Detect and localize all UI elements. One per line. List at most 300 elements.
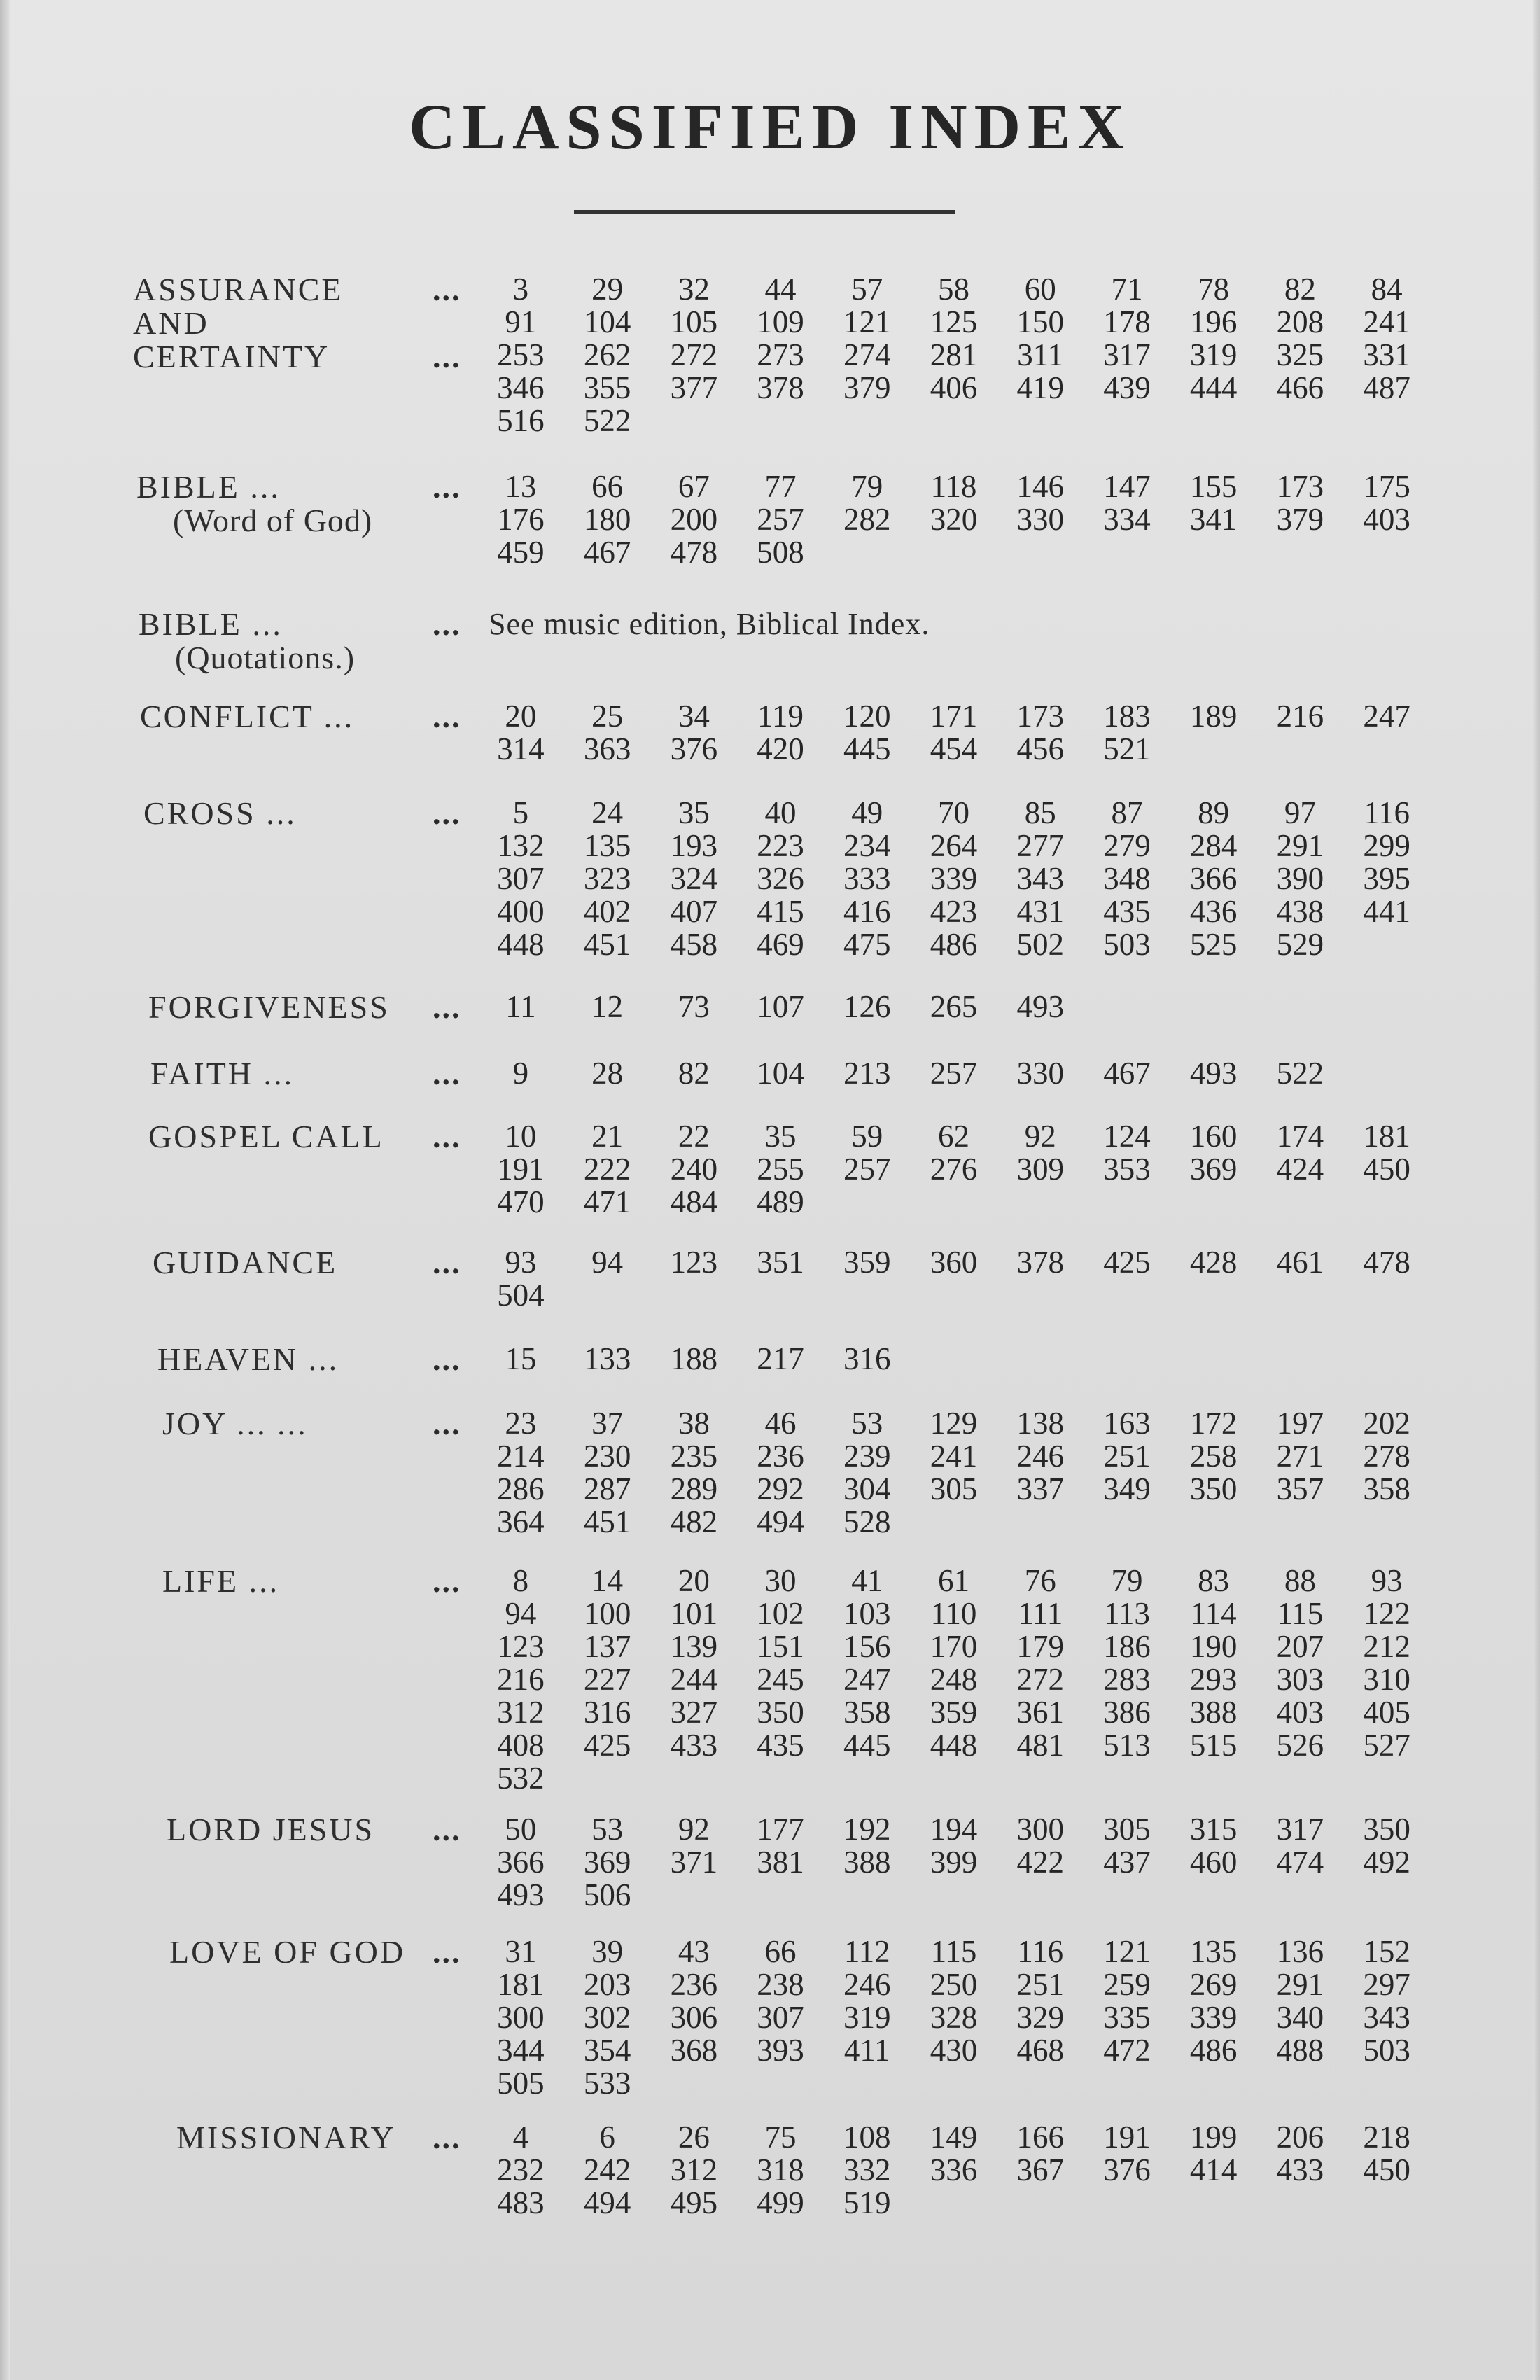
hymn-number: 495 [670,2185,718,2220]
heading-line: CERTAINTY [133,339,330,374]
hymn-number: 350 [757,1695,804,1730]
hymn-number: 470 [497,1184,545,1219]
hymn-number: 88 [1284,1563,1316,1598]
hymn-number: 376 [1103,2152,1151,2188]
heading-line: LORD JESUS [167,1812,375,1847]
hymn-number: 83 [1198,1563,1230,1598]
hymn-number: 133 [583,1341,631,1376]
hymn-number: 291 [1276,1967,1324,2002]
hymn-number: 79 [851,469,883,504]
hymn-number: 13 [505,469,537,504]
heading-line: BIBLE ... [139,606,283,642]
hymn-number: 151 [757,1629,804,1664]
hymn-number: 79 [1111,1563,1143,1598]
hymn-number: 456 [1016,732,1064,766]
hymn-number: 312 [497,1695,545,1730]
hymn-number: 328 [930,2000,978,2035]
heading-line: FORGIVENESS [148,989,390,1025]
hymn-number: 343 [1016,861,1064,896]
hymn-number: 454 [930,732,978,766]
hymn-number: 433 [1276,2152,1324,2188]
hymn-number: 241 [1363,304,1410,340]
hymn-number-grid [477,1813,1430,1912]
hymn-number: 122 [1363,1596,1410,1631]
hymn-number: 411 [844,2033,890,2068]
hymn-number: 341 [1189,502,1238,537]
hymn-number: 85 [1024,795,1056,830]
entry-heading [140,700,354,734]
hymn-number: 334 [1103,502,1151,537]
hymn-number: 533 [583,2066,631,2101]
hymn-number: 302 [583,2000,631,2035]
entry-heading [148,990,390,1024]
hymn-number: 170 [930,1629,978,1664]
hymn-number: 435 [1103,894,1151,929]
hymn-number: 494 [757,1504,804,1539]
hymn-number: 278 [1363,1438,1410,1474]
hymn-number: 126 [844,989,891,1024]
hymn-number: 467 [583,535,631,570]
hymn-number: 437 [1103,1844,1151,1879]
leader-dots: ... [433,1119,461,1154]
hymn-number: 30 [764,1563,797,1598]
hymn-number: 66 [764,1934,797,1969]
hymn-number: 314 [497,732,545,766]
leader-dots: ... [433,272,461,307]
hymn-number: 306 [670,2000,718,2035]
leader-dots: ... [433,1245,461,1280]
hymn-number: 181 [1363,1119,1410,1154]
hymn-number: 521 [1103,732,1151,766]
hymn-number: 120 [844,699,891,734]
hymn-number: 282 [844,502,891,537]
hymn-number: 32 [678,272,710,307]
hymn-number: 488 [1276,2033,1324,2068]
hymn-number: 522 [583,403,631,438]
hymn-number: 487 [1363,370,1410,405]
hymn-number: 355 [583,370,631,405]
hymn-number: 61 [937,1563,969,1598]
hymn-number: 316 [844,1341,891,1376]
hymn-number: 138 [1016,1406,1064,1441]
hymn-number: 166 [1016,2120,1064,2155]
hymn-number: 176 [497,502,545,537]
hymn-number: 247 [1363,699,1410,734]
hymn-number: 156 [844,1629,891,1664]
hymn-number: 358 [844,1695,891,1730]
hymn-number: 359 [930,1695,978,1730]
hymn-number: 484 [670,1184,718,1219]
hymn-number: 283 [1103,1662,1151,1697]
hymn-number: 451 [583,927,631,962]
hymn-number: 489 [757,1184,804,1219]
hymn-number: 75 [764,2120,797,2155]
hymn-number: 289 [670,1471,718,1506]
hymn-number: 304 [844,1471,891,1506]
hymn-number: 475 [844,927,891,962]
hymn-number-grid [477,470,1430,569]
title-rule [574,210,955,214]
heading-line: (Word of God) [173,503,373,538]
hymn-number: 93 [1371,1563,1403,1598]
hymn-number: 526 [1276,1728,1324,1763]
hymn-number-grid [477,1564,1430,1795]
leader-dots: ... [433,339,461,374]
heading-line: JOY ... ... [162,1406,308,1441]
hymn-number: 202 [1363,1406,1410,1441]
hymn-number: 472 [1103,2033,1151,2068]
hymn-number: 441 [1363,894,1410,929]
hymn-number: 331 [1363,337,1410,372]
hymn-number: 264 [930,828,978,863]
hymn-number: 103 [844,1596,891,1631]
hymn-number: 503 [1363,2033,1410,2068]
hymn-number: 10 [505,1119,537,1154]
hymn-number: 177 [757,1812,804,1847]
hymn-number: 388 [844,1844,891,1879]
heading-line: MISSIONARY [176,2120,396,2155]
hymn-number: 315 [1189,1812,1238,1847]
hymn-number: 35 [678,795,710,830]
hymn-number: 121 [1103,1934,1151,1969]
hymn-number: 312 [670,2152,718,2188]
hymn-number: 207 [1276,1629,1324,1664]
hymn-number: 152 [1363,1934,1410,1969]
hymn-number: 94 [592,1245,624,1280]
entry-heading [144,797,297,830]
entry-heading [162,1407,308,1441]
hymn-number: 246 [844,1967,891,2002]
hymn-number: 444 [1189,370,1238,405]
hymn-number: 292 [757,1471,804,1506]
hymn-number: 420 [757,732,804,766]
hymn-number: 199 [1189,2120,1238,2155]
hymn-number: 366 [497,1844,545,1879]
hymn-number: 5 [512,795,529,830]
hymn-number: 330 [1016,1056,1064,1091]
hymn-number: 431 [1016,894,1064,929]
hymn-number: 208 [1276,304,1324,340]
hymn-number-grid [477,1120,1430,1219]
hymn-number-grid [477,1407,1430,1539]
heading-line: FAITH ... [150,1056,295,1091]
hymn-number: 504 [497,1278,545,1312]
leader-dots: ... [433,1563,461,1599]
hymn-number: 3 [512,272,529,307]
heading-line: GOSPEL CALL [148,1119,384,1154]
hymn-number: 287 [583,1471,631,1506]
heading-line: LOVE OF GOD [169,1934,406,1970]
heading-line: (Quotations.) [175,640,356,676]
hymn-number: 416 [844,894,891,929]
hymn-number: 77 [764,469,797,504]
leader-dots: ... [433,606,461,642]
hymn-number: 300 [497,2000,545,2035]
hymn-number: 251 [1103,1438,1151,1474]
hymn-number: 377 [670,370,718,405]
entry-heading [158,1343,339,1376]
hymn-number: 368 [670,2033,718,2068]
hymn-number: 132 [497,828,545,863]
hymn-number: 486 [1189,2033,1238,2068]
hymn-number-grid [477,1343,1430,1376]
hymn-number: 425 [583,1728,631,1763]
hymn-number: 324 [670,861,718,896]
hymn-number: 57 [851,272,883,307]
entry-heading [176,2121,396,2155]
hymn-number: 183 [1103,699,1151,734]
hymn-number: 402 [583,894,631,929]
hymn-number: 194 [930,1812,978,1847]
hymn-number: 227 [583,1662,631,1697]
hymn-number: 422 [1016,1844,1064,1879]
hymn-number: 108 [844,2120,891,2155]
hymn-number: 525 [1189,927,1238,962]
hymn-number: 40 [764,795,797,830]
hymn-number: 241 [930,1438,978,1474]
hymn-number: 216 [497,1662,545,1697]
heading-line: ASSURANCE [133,272,344,307]
hymn-number: 59 [851,1119,883,1154]
hymn-number: 311 [1017,337,1064,372]
hymn-number: 506 [583,1877,631,1912]
hymn-number: 300 [1016,1812,1064,1847]
entry-heading [139,608,355,675]
hymn-number: 461 [1276,1245,1324,1280]
hymn-number: 173 [1276,469,1324,504]
hymn-number: 527 [1363,1728,1410,1763]
hymn-number: 519 [844,2185,891,2220]
hymn-number: 38 [678,1406,710,1441]
hymn-number: 529 [1276,927,1324,962]
hymn-number: 395 [1363,861,1410,896]
hymn-number: 171 [930,699,978,734]
hymn-number: 124 [1103,1119,1151,1154]
hymn-number: 186 [1103,1629,1151,1664]
hymn-number: 364 [497,1504,545,1539]
entry-heading [150,1057,294,1091]
hymn-number: 257 [757,502,804,537]
hymn-number: 388 [1189,1695,1238,1730]
hymn-number: 366 [1189,861,1238,896]
heading-line: CONFLICT ... [140,699,355,734]
hymn-number: 258 [1189,1438,1238,1474]
hymn-number: 403 [1363,502,1410,537]
hymn-number: 424 [1276,1152,1324,1186]
hymn-number: 97 [1284,795,1316,830]
hymn-number: 58 [937,272,969,307]
hymn-number: 330 [1016,502,1064,537]
hymn-number-grid [477,273,1430,438]
hymn-number: 376 [670,732,718,766]
hymn-number: 93 [505,1245,537,1280]
hymn-number: 15 [505,1341,537,1376]
hymn-number: 478 [670,535,718,570]
hymn-number: 89 [1198,795,1230,830]
hymn-number: 149 [930,2120,978,2155]
leader-dots: ... [433,1812,461,1847]
hymn-number: 123 [497,1629,545,1664]
hymn-number: 358 [1363,1471,1410,1506]
hymn-number: 460 [1189,1844,1238,1879]
hymn-number: 236 [670,1967,718,2002]
hymn-number: 240 [670,1152,718,1186]
hymn-number: 214 [497,1438,545,1474]
hymn-number: 191 [1103,2120,1151,2155]
hymn-number: 478 [1363,1245,1410,1280]
hymn-number: 43 [678,1934,710,1969]
hymn-number: 450 [1363,1152,1410,1186]
hymn-number: 136 [1276,1934,1324,1969]
hymn-number: 317 [1276,1812,1324,1847]
hymn-number: 35 [764,1119,797,1154]
hymn-number: 116 [1017,1934,1064,1969]
hymn-number: 522 [1276,1056,1324,1091]
hymn-number: 135 [583,828,631,863]
hymn-number: 87 [1111,795,1143,830]
hymn-number: 361 [1016,1695,1064,1730]
hymn-number: 71 [1111,272,1143,307]
hymn-number: 102 [757,1596,804,1631]
entry-heading [136,470,372,538]
hymn-number: 272 [670,337,718,372]
hymn-number: 332 [844,2152,891,2188]
hymn-number: 60 [1024,272,1056,307]
hymn-number: 217 [757,1341,804,1376]
hymn-number: 230 [583,1438,631,1474]
hymn-number: 436 [1189,894,1238,929]
hymn-number: 119 [757,699,804,734]
hymn-number: 279 [1103,828,1151,863]
hymn-number: 379 [844,370,891,405]
hymn-number: 242 [583,2152,631,2188]
heading-line: LIFE ... [162,1563,280,1599]
hymn-number: 129 [930,1406,978,1441]
hymn-number: 206 [1276,2120,1324,2155]
heading-line: AND [133,305,209,341]
hymn-number: 363 [583,732,631,766]
hymn-number: 94 [505,1596,537,1631]
hymn-number: 329 [1016,2000,1064,2035]
hymn-number: 125 [930,304,978,340]
hymn-number: 247 [844,1662,891,1697]
hymn-number: 438 [1276,894,1324,929]
hymn-number: 474 [1276,1844,1324,1879]
hymn-number: 239 [844,1438,891,1474]
hymn-number: 62 [937,1119,969,1154]
hymn-number: 428 [1189,1245,1238,1280]
hymn-number-grid [477,990,1430,1023]
hymn-number: 433 [670,1728,718,1763]
hymn-number: 109 [757,304,804,340]
hymn-number: 118 [930,469,977,504]
hymn-number: 135 [1189,1934,1238,1969]
hymn-number: 53 [851,1406,883,1441]
hymn-number: 192 [844,1812,891,1847]
hymn-number: 24 [592,795,624,830]
hymn-number: 466 [1276,370,1324,405]
hymn-number: 493 [497,1877,545,1912]
hymn-number: 173 [1016,699,1064,734]
hymn-number: 150 [1016,304,1064,340]
hymn-number: 493 [1016,989,1064,1024]
hymn-number: 11 [505,989,536,1024]
hymn-number: 234 [844,828,891,863]
hymn-number: 212 [1363,1629,1410,1664]
entry-heading [133,273,344,374]
hymn-number: 12 [592,989,624,1024]
hymn-number: 216 [1276,699,1324,734]
hymn-number: 419 [1016,370,1064,405]
hymn-number: 482 [670,1504,718,1539]
hymn-number: 390 [1276,861,1324,896]
hymn-number: 284 [1189,828,1238,863]
hymn-number: 92 [1024,1119,1056,1154]
leader-dots: ... [433,795,461,831]
hymn-number-grid [477,700,1430,766]
hymn-number: 505 [497,2066,545,2101]
leader-dots: ... [433,2120,461,2155]
hymn-number: 430 [930,2033,978,2068]
hymn-number: 471 [583,1184,631,1219]
hymn-number: 369 [583,1844,631,1879]
hymn-number: 354 [583,2033,631,2068]
hymn-number: 14 [592,1563,624,1598]
hymn-number: 163 [1103,1406,1151,1441]
hymn-number: 29 [592,272,624,307]
hymn-number-grid [477,797,1430,961]
hymn-number: 451 [583,1504,631,1539]
hymn-number: 459 [497,535,545,570]
hymn-number: 113 [1104,1596,1150,1631]
hymn-number: 160 [1189,1119,1238,1154]
hymn-number: 213 [844,1056,891,1091]
hymn-number: 450 [1363,2152,1410,2188]
hymn-number: 257 [930,1056,978,1091]
leader-dots: ... [433,469,461,505]
hymn-number: 494 [583,2185,631,2220]
hymn-number: 121 [844,304,891,340]
hymn-number: 262 [583,337,631,372]
hymn-number: 110 [930,1596,977,1631]
hymn-number: 272 [1016,1662,1064,1697]
hymn-number: 502 [1016,927,1064,962]
hymn-number: 26 [678,2120,710,2155]
hymn-number: 381 [757,1844,804,1879]
hymn-number: 346 [497,370,545,405]
hymn-number: 265 [930,989,978,1024]
hymn-number: 458 [670,927,718,962]
hymn-number: 112 [844,1934,890,1969]
hymn-number: 197 [1276,1406,1324,1441]
hymn-number: 259 [1103,1967,1151,2002]
entry-note: See music edition, Biblical Index. [489,607,930,641]
hymn-number: 193 [670,828,718,863]
hymn-number: 9 [512,1056,529,1091]
hymn-number: 339 [1189,2000,1238,2035]
hymn-number: 116 [1364,795,1410,830]
hymn-number: 76 [1024,1563,1056,1598]
hymn-number: 393 [757,2033,804,2068]
hymn-number: 49 [851,795,883,830]
hymn-number: 318 [757,2152,804,2188]
hymn-number: 414 [1189,2152,1238,2188]
hymn-number: 37 [592,1406,624,1441]
hymn-number: 67 [678,469,710,504]
hymn-number: 137 [583,1629,631,1664]
hymn-number: 400 [497,894,545,929]
entry-heading [148,1120,384,1154]
